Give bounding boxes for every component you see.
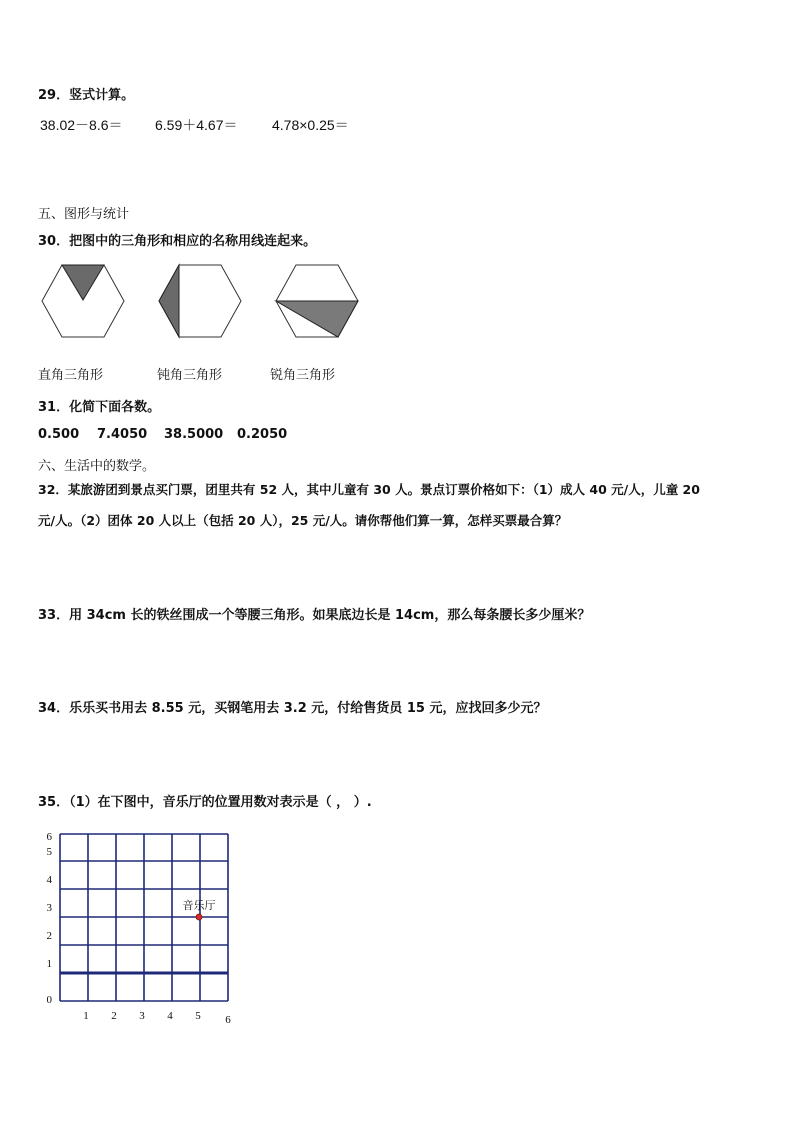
x-tick-label: 1 [83, 1010, 89, 1022]
hexagon-right-triangle-figure [40, 263, 126, 339]
hexagon-obtuse-triangle-figure [157, 263, 243, 339]
x-tick-label: 6 [225, 1014, 231, 1026]
q31-number: 0.500 [38, 427, 80, 442]
q29-title: 29．竖式计算。 [38, 88, 135, 103]
coordinate-grid [40, 826, 250, 1026]
q33-text: 33．用 34cm 长的铁丝围成一个等腰三角形。如果底边长是 14cm，那么每条腰长多少厘米？ [38, 608, 591, 623]
q31-title: 31．化简下面各数。 [38, 400, 161, 415]
music-hall-label: 音乐厅 [182, 900, 216, 912]
label-acute-triangle: 锐角三角形 [270, 368, 336, 383]
y-tick-label: 0 [46, 994, 52, 1006]
q31-number: 38.5000 [164, 427, 224, 442]
label-obtuse-triangle: 钝角三角形 [157, 368, 223, 383]
y-tick-label: 4 [46, 874, 52, 886]
y-tick-label: 6 [46, 831, 52, 843]
y-tick-label: 2 [46, 930, 52, 942]
x-tick-label: 5 [195, 1010, 201, 1022]
q29-expr-1: 38.02－8.6＝ [40, 117, 123, 133]
q29-expr-2: 6.59＋4.67＝ [155, 117, 238, 133]
q31-number: 0.2050 [237, 427, 288, 442]
shaded-obtuse-triangle [159, 265, 179, 337]
q32-line-2: 元/人。（2）团体 20 人以上（包括 20 人），25 元/人。请你帮他们算一算，怎样买票最合算？ [38, 513, 568, 528]
y-tick-label: 1 [46, 958, 52, 970]
hexagon-acute-triangle-figure [274, 263, 360, 339]
q31-number: 7.4050 [97, 427, 148, 442]
y-tick-label: 3 [46, 902, 52, 914]
section-5-title: 五、图形与统计 [38, 207, 130, 222]
y-tick-label: 5 [46, 846, 52, 858]
q30-title: 30．把图中的三角形和相应的名称用线连起来。 [38, 234, 317, 249]
music-hall-point [196, 914, 202, 920]
x-tick-label: 4 [167, 1010, 173, 1022]
section-6-title: 六、生活中的数学。 [38, 459, 156, 474]
label-right-triangle: 直角三角形 [38, 368, 104, 383]
x-tick-label: 3 [139, 1010, 145, 1022]
q29-expr-3: 4.78×0.25＝ [272, 117, 349, 133]
x-tick-label: 2 [111, 1010, 117, 1022]
q34-text: 34．乐乐买书用去 8.55 元，买钢笔用去 3.2 元，付给售货员 15 元，应找回多少元？ [38, 701, 547, 716]
q32-line-1: 32．某旅游团到景点买门票，团里共有 52 人，其中儿童有 30 人。景点订票价格如下：（1）成人 40 元/人，儿童 20 [38, 482, 700, 497]
q35-text: 35．（1）在下图中，音乐厅的位置用数对表示是（ ， ）. [38, 795, 372, 810]
